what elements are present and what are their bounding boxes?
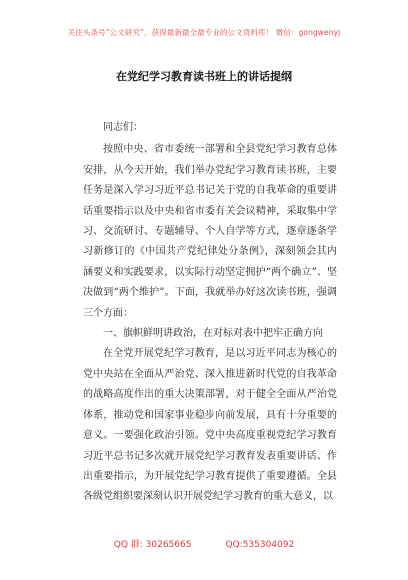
paragraph-section-1: 在全党开展党纪学习教育，是以习近平同志为核心的党中央站在全面从严治党、深入推进新时代党的自我革命的战略高度作出的重大决策部署，对于健全全面从严治党体系，推动党和国家事业稳步向前发展，具有十分重要的意义。一要强化政治引领。党中央高度重视党纪学习教育习近平总书记多次就开展党纪学习教育发表重要讲话、作出重要指示，为开展党纪学习教育提供了重要遵循。全县各级党组织要深刻认识开展党纪学习教育的重大意义，以: [83, 348, 337, 503]
document-body: [83, 118, 337, 508]
footer-qq: QQ:535304092: [225, 540, 295, 550]
paragraph-intro: 按照中央、省市委统一部署和全县党纪学习教育总体安排，从今天开始，我们举办党纪学习教育读书班，主要任务是深入学习习近平总书记关于党的自我革命的重要讲话重要指示以及中央和省市委有关会议精神，采取集中学习、交流研讨、专题辅导、个人自学等方式，逐章逐条学习新修订的《中国共产党纪律处分条例》，深刻领会其内涵要义和实践要求，以实际行动坚定拥护“两个确立”、坚决做到“两个维护”。下面，我就举办好这次读书班，强调三个方面：: [83, 144, 337, 319]
document-title: 在党纪学习教育读书班上的讲话提纲: [116, 70, 292, 83]
footer-contact: [0, 537, 408, 550]
header-banner: 关注头条号“公文研究”，获得最新最全最专业的公文资料库！ 微信：gongwenyj: [67, 28, 341, 37]
section-heading-1: 一、旗帜鲜明讲政治，在对标对表中把牢正确方向: [103, 328, 323, 340]
salutation: 同志们：: [103, 122, 143, 133]
footer-qq-group: QQ 群: 30265665: [113, 540, 192, 550]
